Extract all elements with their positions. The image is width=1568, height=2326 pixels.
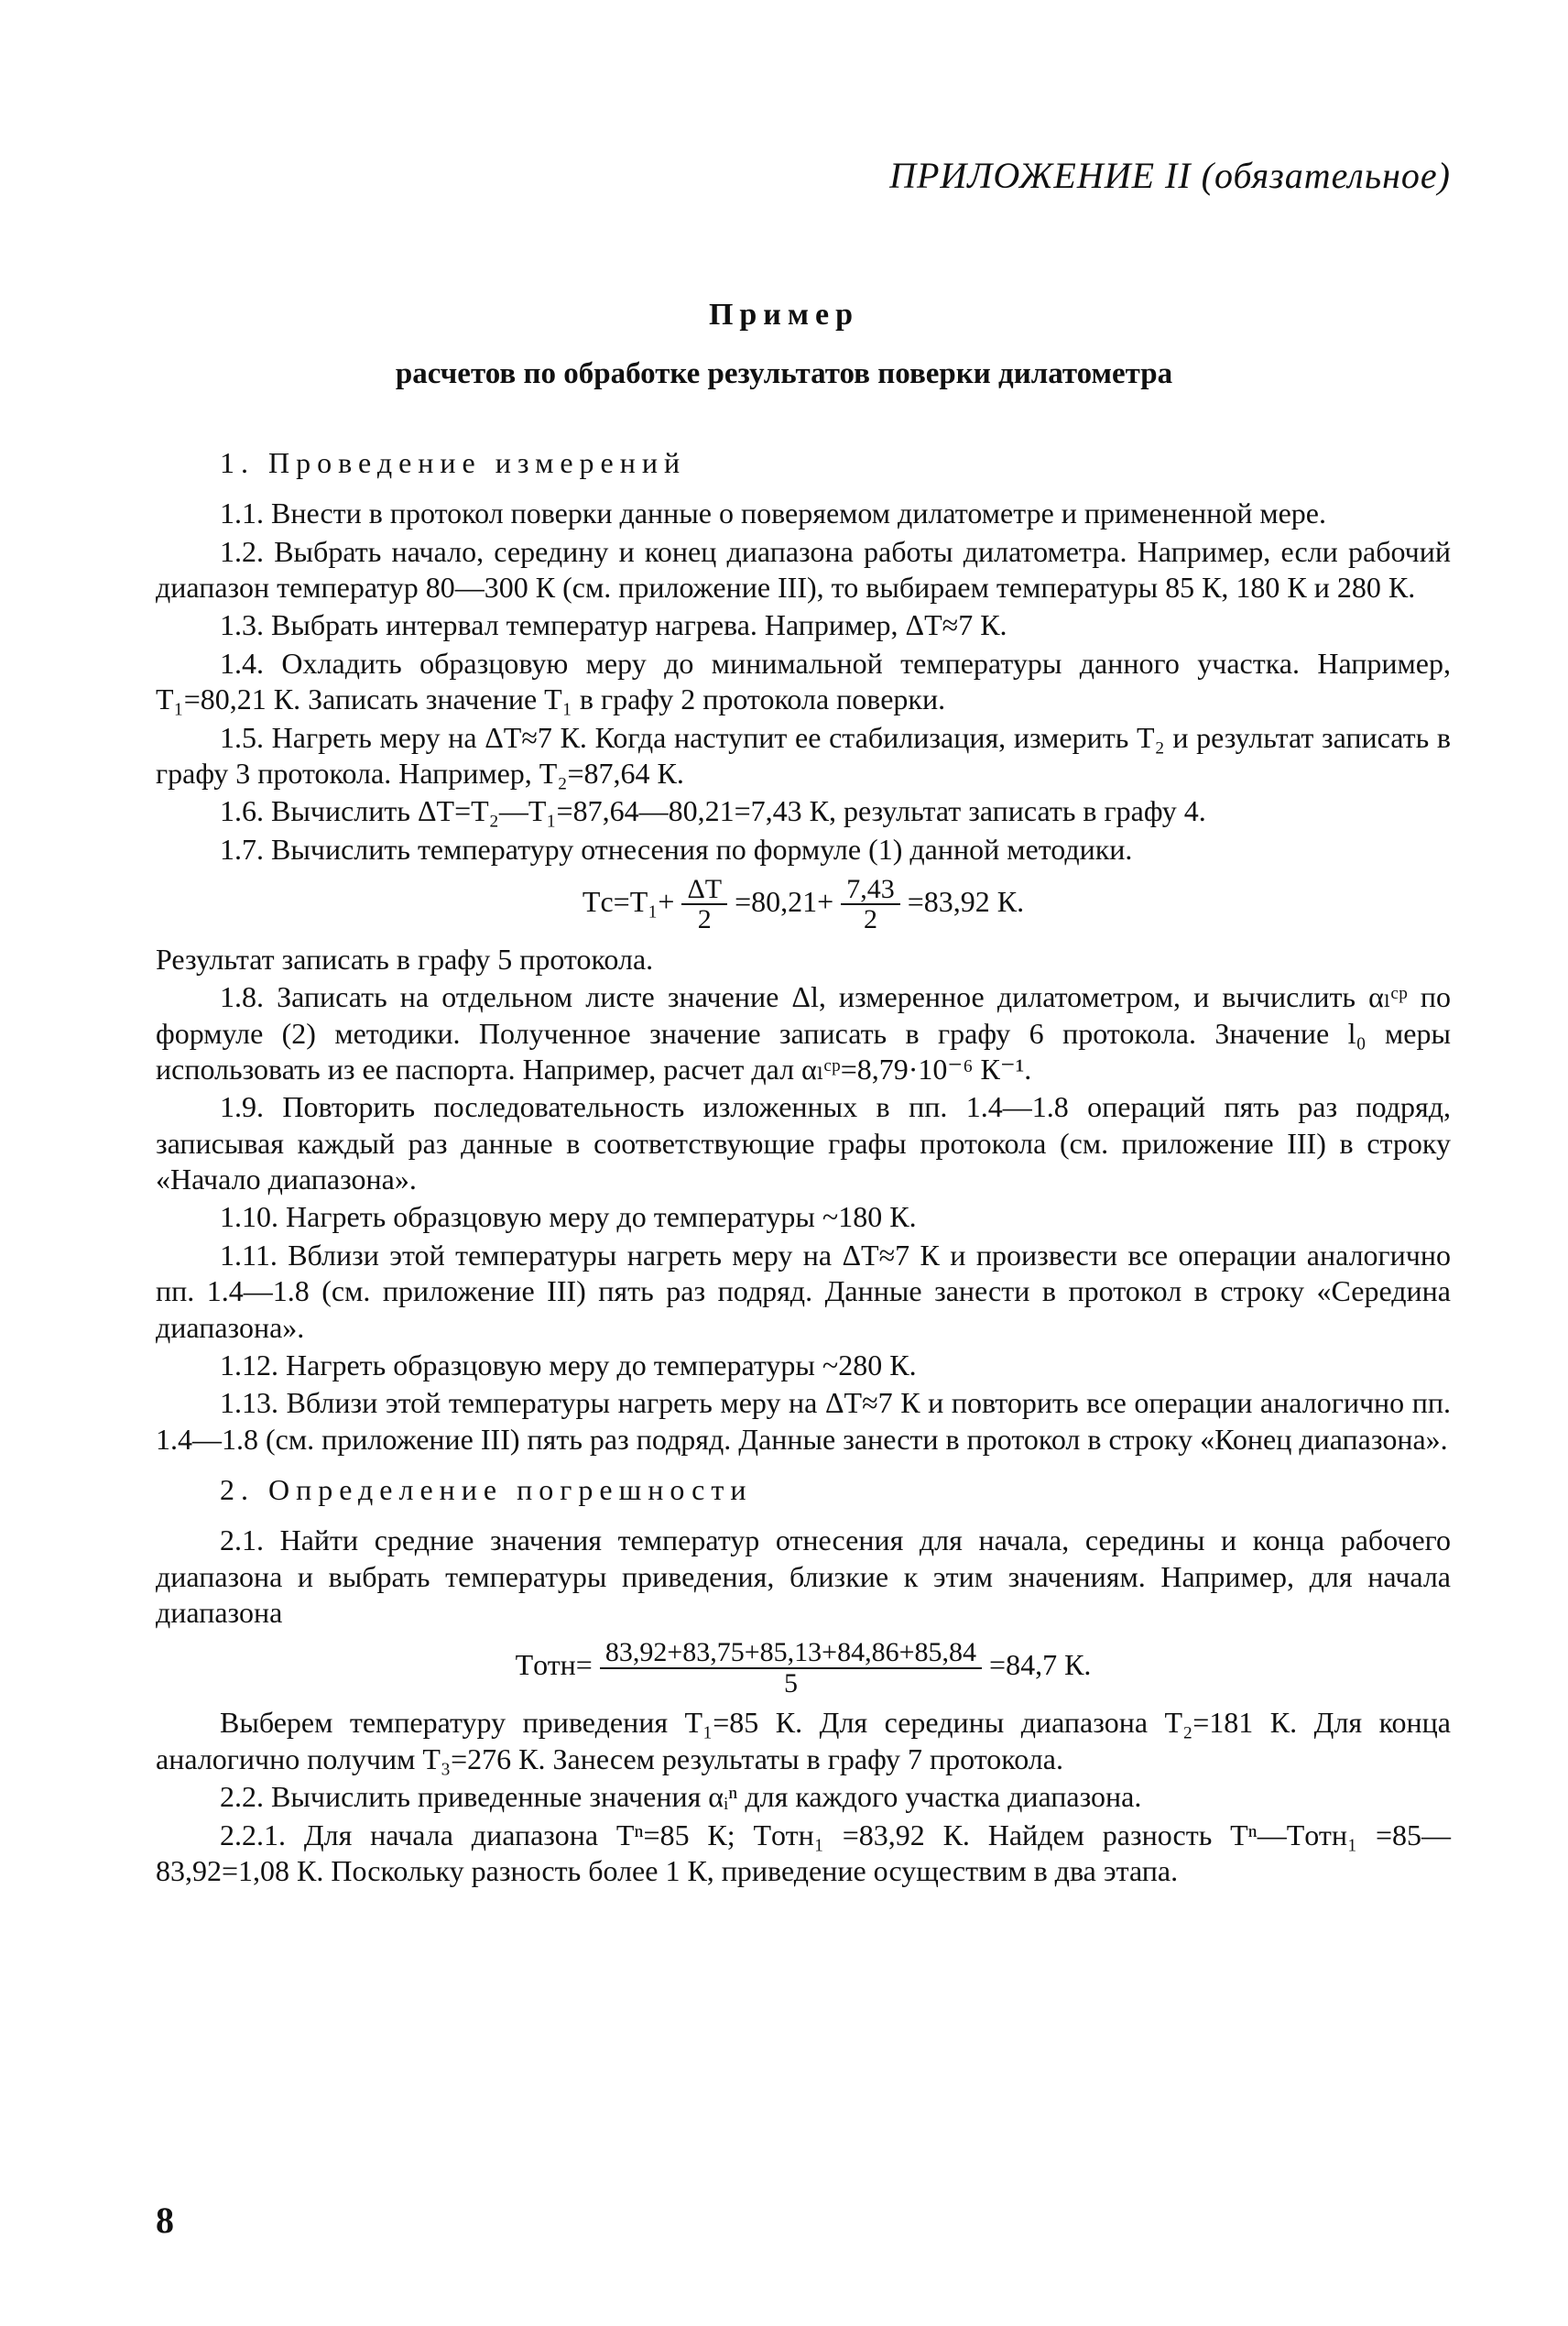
paragraph: 1.8. Записать на отдельном листе значение Δl, измеренное дилатометром, и вычислить αₗᶜᵖ по формуле (2) методики. Полученное значение записать в графу 6 протокола. Значение l₀ меры использовать из ее паспорта. Например, расчет дал αₗᶜᵖ=8,79·10⁻⁶ К⁻¹. bbox=[156, 980, 1451, 1087]
page-number: 8 bbox=[156, 2200, 174, 2241]
denominator: 2 bbox=[863, 904, 877, 935]
page-subtitle: расчетов по обработке результатов поверки дилатометра bbox=[395, 357, 1173, 390]
paragraph: 1.10. Нагреть образцовую меру до температуры ~180 К. bbox=[220, 1200, 917, 1234]
formula-mid: =80,21+ bbox=[735, 884, 834, 918]
numerator: 7,43 bbox=[841, 875, 900, 906]
appendix-label: ПРИЛОЖЕНИЕ II (обязательное) bbox=[889, 155, 1451, 196]
paragraph: 1.13. Вблизи этой температуры нагреть меру на ΔT≈7 К и повторить все операции аналогично пп. 1.4—1.8 (см. приложение III) пять раз подряд. Данные занести в протокол в строку «Конец диапазона». bbox=[156, 1386, 1451, 1456]
paragraph: 1.9. Повторить последовательность изложенных в пп. 1.4—1.8 операций пять раз подряд, записывая каждый раз данные в соответствующие графы протокола (см. приложение III) в строку «Начало диапазона». bbox=[156, 1090, 1451, 1196]
paragraph: 1.6. Вычислить ΔT=T₂—T₁=87,64—80,21=7,43 К, результат записать в графу 4. bbox=[220, 794, 1206, 828]
paragraph: 1.2. Выбрать начало, середину и конец диапазона работы дилатометра. Например, если рабочий диапазон температур 80—300 К (см. приложение III), то выбираем температуры 85 К, 180 К и 280 К. bbox=[156, 534, 1451, 605]
formula-rhs: =83,92 К. bbox=[907, 884, 1025, 918]
fraction bbox=[681, 875, 727, 934]
paragraph: 1.4. Охладить образцовую меру до минимальной температуры данного участка. Например, T₁=80,21 К. Записать значение T₁ в графу 2 протокола поверки. bbox=[156, 646, 1451, 716]
denominator: 5 bbox=[783, 1667, 798, 1698]
fraction bbox=[841, 875, 900, 934]
formula-mean-temperature bbox=[156, 1638, 1451, 1698]
numerator: ΔT bbox=[681, 875, 727, 906]
formula-lhs: Tс=T₁+ bbox=[582, 884, 675, 918]
paragraph: Выберем температуру приведения T₁=85 К. Для середины диапазона T₂=181 К. Для конца аналогично получим T₃=276 К. Занесем результаты в графу 7 протокола. bbox=[156, 1706, 1451, 1775]
paragraph: 2.2. Вычислить приведенные значения αᵢⁿ для каждого участка диапазона. bbox=[220, 1780, 1142, 1814]
paragraph: 1.11. Вблизи этой температуры нагреть меру на ΔT≈7 К и произвести все операции аналогично пп. 1.4—1.8 (см. приложение III) пять раз подряд. Данные занести в протокол в строку «Середина диапазона». bbox=[156, 1238, 1451, 1344]
paragraph: 1.7. Вычислить температуру отнесения по формуле (1) данной методики. bbox=[220, 832, 1133, 866]
document-body bbox=[156, 431, 1451, 1891]
numerator: 83,92+83,75+85,13+84,86+85,84 bbox=[600, 1638, 982, 1669]
paragraph: 1.1. Внести в протокол поверки данные о поверяемом дилатометре и примененной мере. bbox=[220, 497, 1326, 530]
denominator: 2 bbox=[697, 904, 712, 935]
formula-lhs: Tотн= bbox=[515, 1648, 593, 1682]
page-title: Пример bbox=[708, 298, 860, 332]
paragraph: 2.1. Найти средние значения температур отнесения для начала, середины и конца рабочего диапазона и выбрать температуры приведения, близкие к этим значениям. Например, для начала диапазона bbox=[156, 1523, 1451, 1630]
section-heading-1: 1. Проведение измерений bbox=[220, 446, 687, 479]
paragraph: 1.3. Выбрать интервал температур нагрева. Например, ΔT≈7 К. bbox=[220, 608, 1007, 642]
paragraph: 1.12. Нагреть образцовую меру до температуры ~280 К. bbox=[220, 1348, 917, 1381]
fraction bbox=[600, 1638, 982, 1698]
paragraph: Результат записать в графу 5 протокола. bbox=[156, 942, 654, 976]
formula-reference-temperature bbox=[156, 875, 1451, 934]
section-heading-2: 2. Определение погрешности bbox=[220, 1472, 753, 1506]
formula-rhs: =84,7 К. bbox=[989, 1648, 1092, 1682]
paragraph: 2.2.1. Для начала диапазона Tⁿ=85 К; Tотн₁ =83,92 К. Найдем разность Tⁿ—Tотн₁ =85—83,92=1,08 К. Поскольку разность более 1 К, приведение осуществим в два этапа. bbox=[156, 1818, 1451, 1887]
paragraph: 1.5. Нагреть меру на ΔT≈7 К. Когда наступит ее стабилизация, измерить T₂ и результат записать в графу 3 протокола. Например, T₂=87,64 К. bbox=[156, 720, 1451, 790]
